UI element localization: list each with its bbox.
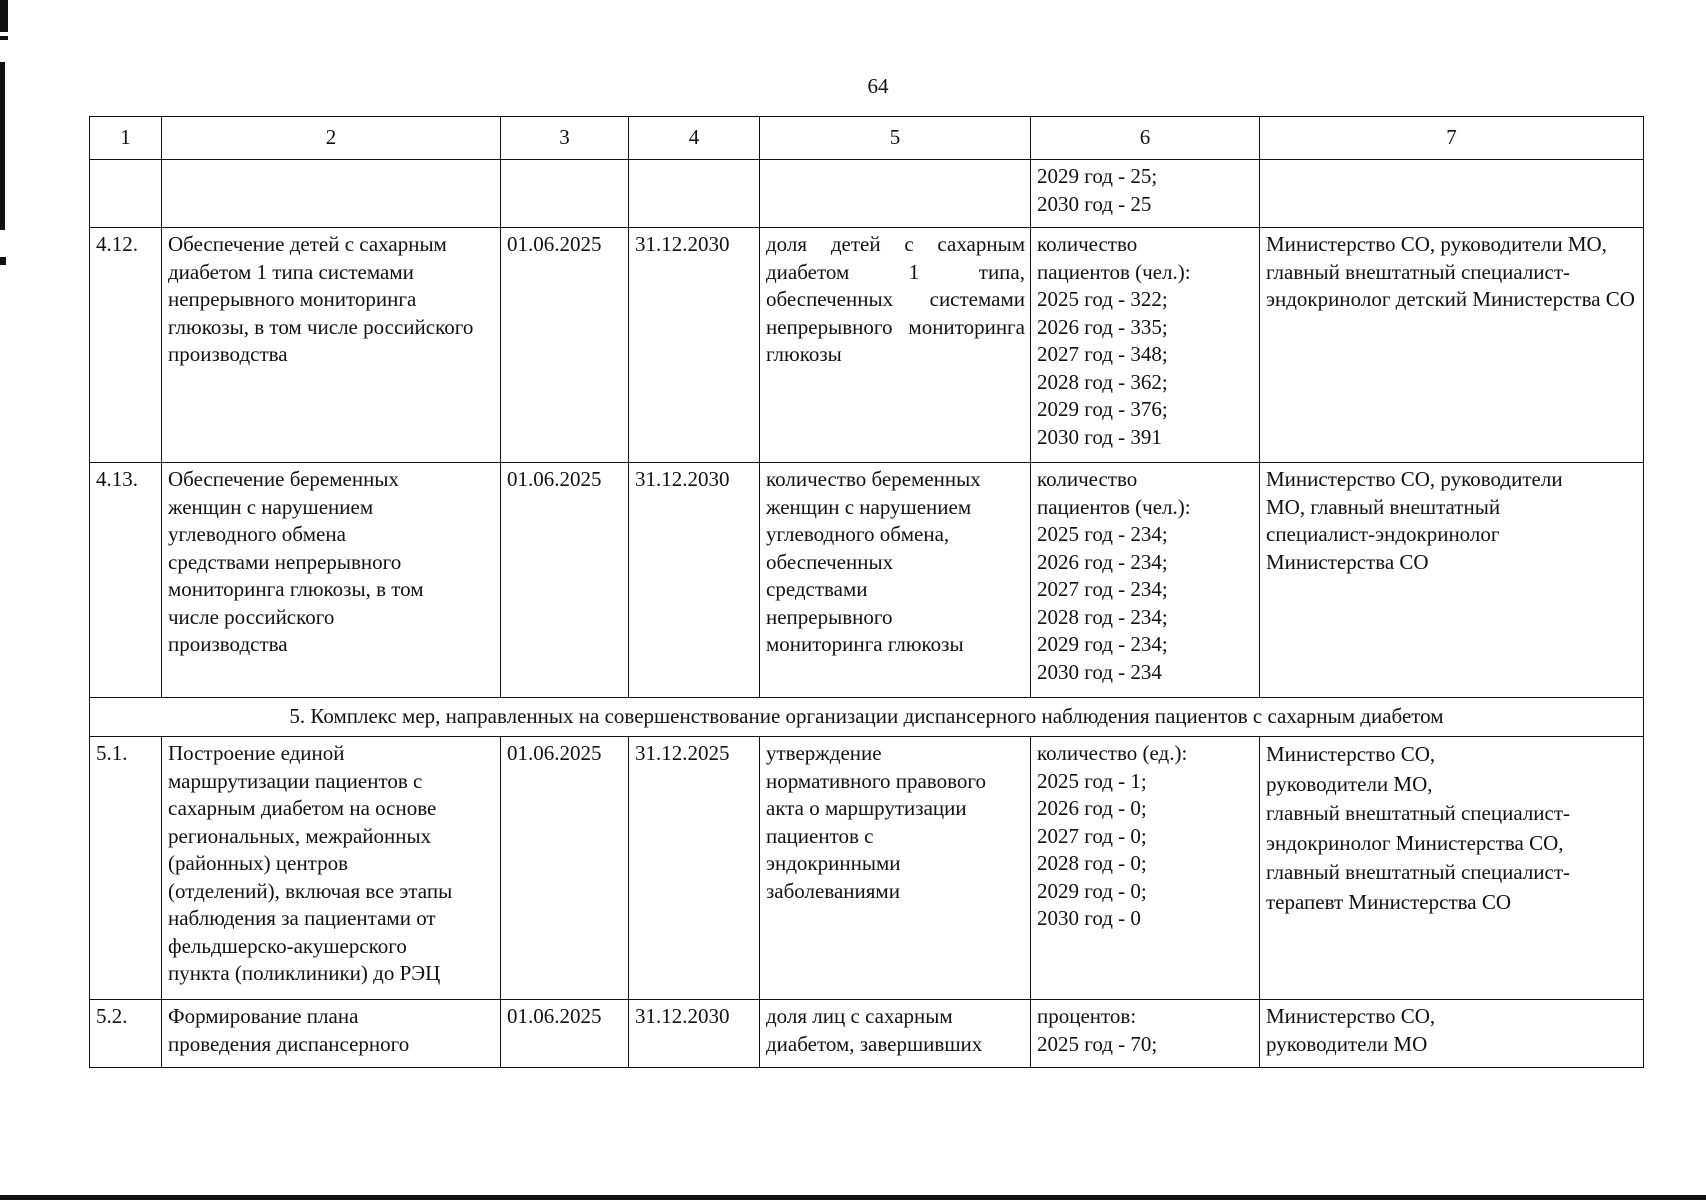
cell-start-date: 01.06.2025 (501, 463, 629, 698)
cell-responsible: Министерство СО, руководители МО, главный внештатный специалист-эндокринолог детский Министерства СО (1260, 228, 1644, 463)
column-number: 6 (1031, 117, 1260, 160)
cell-responsible: Министерство СО, руководители МО (1260, 1000, 1644, 1068)
measures-table (89, 116, 1644, 1068)
cell-values: количество пациентов (чел.): 2025 год - 234; 2026 год - 234; 2027 год - 234; 2028 год - 234; 2029 год - 234; 2030 год - 234 (1031, 463, 1260, 698)
column-number: 7 (1260, 117, 1644, 160)
cell-start-date: 01.06.2025 (501, 737, 629, 1000)
scan-mark (0, 257, 6, 265)
section-title: 5. Комплекс мер, направленных на совершенствование организации диспансерного наблюдения пациентов с сахарным диабетом (90, 698, 1644, 737)
cell-empty (90, 160, 162, 228)
cell-empty (501, 160, 629, 228)
cell-empty (629, 160, 760, 228)
column-number: 4 (629, 117, 760, 160)
cell-name: Обеспечение беременных женщин с нарушением углеводного обмена средствами непрерывного мониторинга глюкозы, в том числе российского производства (162, 463, 501, 698)
column-number: 2 (162, 117, 501, 160)
cell-values: 2029 год - 25; 2030 год - 25 (1031, 160, 1260, 228)
cell-number: 5.1. (90, 737, 162, 1000)
cell-values: процентов: 2025 год - 70; (1031, 1000, 1260, 1068)
column-number-row (90, 117, 1644, 160)
cell-end-date: 31.12.2030 (629, 228, 760, 463)
section-heading-row (90, 698, 1644, 737)
cell-values: количество пациентов (чел.): 2025 год - 322; 2026 год - 335; 2027 год - 348; 2028 год - 362; 2029 год - 376; 2030 год - 391 (1031, 228, 1260, 463)
column-number: 1 (90, 117, 162, 160)
cell-name: Обеспечение детей с сахарным диабетом 1 типа системами непрерывного мониторинга глюкозы, в том числе российского производства (162, 228, 501, 463)
scan-mark (0, 0, 8, 32)
cell-empty (162, 160, 501, 228)
cell-values: количество (ед.): 2025 год - 1; 2026 год - 0; 2027 год - 0; 2028 год - 0; 2029 год - 0; 2030 год - 0 (1031, 737, 1260, 1000)
cell-number: 4.12. (90, 228, 162, 463)
cell-indicator: доля лиц с сахарным диабетом, завершивших (760, 1000, 1031, 1068)
scan-mark (0, 36, 8, 40)
cell-responsible: Министерство СО, руководители МО, главный внештатный специалист-эндокринолог Министерства СО (1260, 463, 1644, 698)
column-number: 3 (501, 117, 629, 160)
table-row (90, 737, 1644, 1000)
cell-responsible: Министерство СО, руководители МО, главный внештатный специалист- эндокринолог Министерства СО, главный внештатный специалист- терапевт Министерства СО (1260, 737, 1644, 1000)
cell-empty (760, 160, 1031, 228)
cell-number: 4.13. (90, 463, 162, 698)
cell-name: Формирование плана проведения диспансерного (162, 1000, 501, 1068)
scan-mark (0, 1195, 1706, 1200)
table-row (90, 463, 1644, 698)
cell-empty (1260, 160, 1644, 228)
cell-indicator: доля детей с сахарным диабетом 1 типа, обеспеченных системами непрерывного мониторинга глюкозы (760, 228, 1031, 463)
table-row (90, 1000, 1644, 1068)
cell-indicator: утверждение нормативного правового акта о маршрутизации пациентов с эндокринными заболеваниями (760, 737, 1031, 1000)
cell-name: Построение единой маршрутизации пациентов с сахарным диабетом на основе региональных, межрайонных (районных) центров (отделений), включая все этапы наблюдения за пациентами от фельдшерско-акушерского пункта (поликлиники) до РЭЦ (162, 737, 501, 1000)
cell-end-date: 31.12.2025 (629, 737, 760, 1000)
cell-end-date: 31.12.2030 (629, 463, 760, 698)
continuation-row (90, 160, 1644, 228)
cell-start-date: 01.06.2025 (501, 1000, 629, 1068)
cell-end-date: 31.12.2030 (629, 1000, 760, 1068)
cell-number: 5.2. (90, 1000, 162, 1068)
cell-start-date: 01.06.2025 (501, 228, 629, 463)
table-row (90, 228, 1644, 463)
column-number: 5 (760, 117, 1031, 160)
page-number: 64 (867, 74, 889, 98)
cell-indicator: количество беременных женщин с нарушением углеводного обмена, обеспеченных средствами непрерывного мониторинга глюкозы (760, 463, 1031, 698)
